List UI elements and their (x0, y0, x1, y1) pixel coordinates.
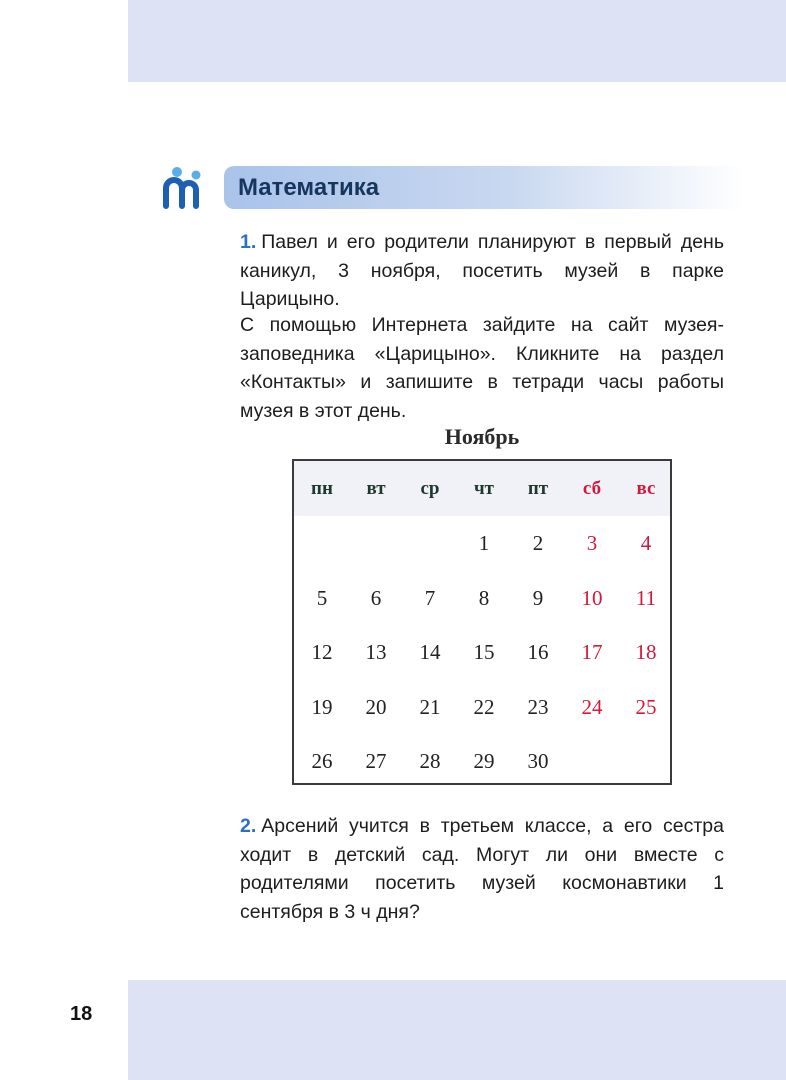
weekday-2: вт (366, 478, 386, 499)
weekday-4: чт (473, 478, 495, 499)
calendar-day-29: 29 (473, 749, 495, 773)
calendar-empty-cell (565, 734, 619, 789)
calendar-day-2: 2 (532, 531, 544, 555)
calendar-day-25: 25 (635, 694, 657, 719)
task-1-text: Павел и его родители планируют в первый день каникул, 3 ноября, посетить музей в парке Царицыно. (240, 231, 724, 310)
task-2-paragraph (240, 812, 724, 926)
calendar-day-9: 9 (532, 585, 544, 610)
calendar-empty-cell (619, 734, 673, 789)
calendar-empty-cell (349, 516, 403, 571)
calendar (292, 459, 672, 785)
calendar-day-20: 20 (365, 694, 387, 719)
calendar-day-26: 26 (311, 749, 333, 773)
calendar-day-8: 8 (478, 585, 490, 610)
calendar-day-5: 5 (316, 585, 328, 610)
calendar-day-27: 27 (365, 749, 387, 773)
weekday-3: ср (420, 478, 440, 499)
calendar-day-3: 3 (586, 531, 598, 555)
calendar-day-12: 12 (311, 640, 333, 664)
task-1-number: 1. (240, 231, 257, 253)
weekday-6: сб (582, 478, 602, 499)
calendar-day-15: 15 (473, 640, 495, 664)
task-1-paragraph-1 (240, 228, 724, 314)
calendar-day-18: 18 (635, 640, 657, 664)
calendar-day-13: 13 (365, 640, 387, 664)
calendar-day-7: 7 (424, 585, 436, 610)
task-2-number: 2. (240, 815, 257, 837)
page-number: 18 (70, 1003, 93, 1025)
calendar-days-grid (294, 516, 670, 789)
calendar-day-4: 4 (640, 531, 652, 555)
weekday-5: пт (527, 478, 549, 499)
calendar-day-24: 24 (581, 694, 603, 719)
math-subject-icon (162, 166, 210, 210)
calendar-empty-cell (295, 516, 349, 571)
section-title-bar (224, 166, 744, 209)
calendar-month-title: Ноябрь (444, 424, 520, 449)
calendar-day-10: 10 (581, 585, 603, 610)
calendar-day-22: 22 (473, 694, 495, 719)
task-1-paragraph-2: С помощью Интернета зайдите на сайт музея-заповедника «Царицыно». Кликните на раздел «Контакты» и запишите в тетради часы работы музея в этот день. (240, 314, 724, 422)
calendar-day-30: 30 (527, 749, 549, 773)
weekday-1: пн (311, 478, 333, 499)
calendar-day-17: 17 (581, 640, 603, 664)
task-2-text: Арсений учится в третьем классе, а его сестра ходит в детский сад. Могут ли они вместе с родителями посетить музей космонавтики 1 сентября в 3 ч дня? (240, 815, 724, 923)
calendar-day-14: 14 (419, 640, 441, 664)
calendar-day-6: 6 (370, 585, 382, 610)
calendar-day-1: 1 (478, 531, 490, 555)
section-title: Математика (238, 174, 380, 201)
calendar-day-16: 16 (527, 640, 549, 664)
calendar-day-19: 19 (311, 694, 333, 719)
calendar-day-11: 11 (635, 585, 657, 610)
calendar-day-21: 21 (419, 694, 441, 719)
calendar-empty-cell (403, 516, 457, 571)
calendar-day-23: 23 (527, 694, 549, 719)
weekday-7: вс (636, 478, 656, 499)
calendar-weekday-header (294, 461, 670, 516)
calendar-day-28: 28 (419, 749, 441, 773)
